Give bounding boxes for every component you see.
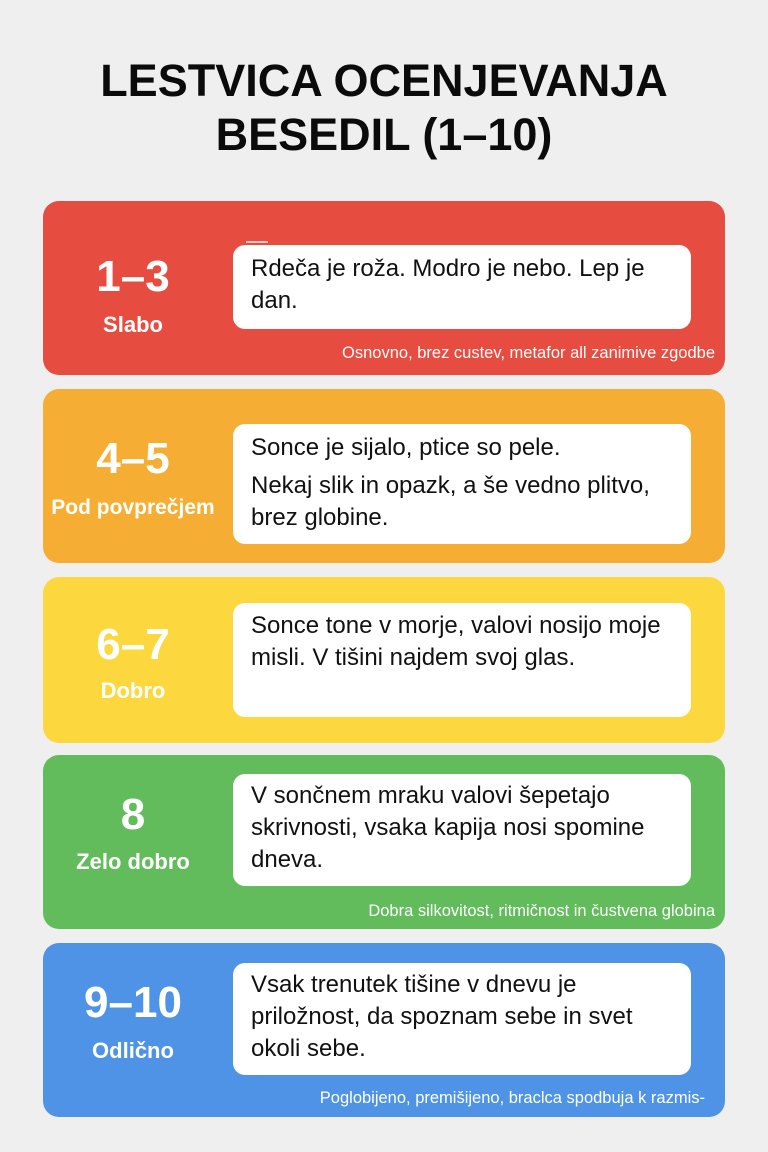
example-text: Sonce tone v morje, valovi nosijo moje misli. V tišini najdem svoj glas. bbox=[251, 612, 661, 671]
rating-note: Dobra silkovitost, ritmičnost in čustvena globina bbox=[368, 902, 715, 920]
example-text: Rdeča je roža. Modro je nebo. Lep je dan. bbox=[251, 255, 645, 314]
score-label: Slabo bbox=[103, 312, 163, 337]
example-text-box bbox=[233, 424, 691, 544]
example-text: Vsak trenutek tišine v dnevu je priložnost, da spoznam sebe in svet okoli sebe. bbox=[251, 971, 633, 1062]
score-range: 1–3 bbox=[96, 252, 170, 301]
rating-card-6-7 bbox=[43, 577, 725, 743]
example-text-line-2: Nekaj slik in opazk, a še vedno plitvo, brez globine. bbox=[251, 472, 650, 531]
score-label: Pod povprečjem bbox=[51, 496, 215, 519]
title-line-1: LESTVICA OCENJEVANJA bbox=[100, 55, 668, 106]
rating-note: Osnovno, brez custev, metafor all zanimive zgodbe bbox=[342, 344, 715, 362]
example-text-box bbox=[233, 245, 691, 329]
rating-card-8 bbox=[43, 755, 725, 929]
score-label: Odlično bbox=[92, 1038, 174, 1063]
rating-card-9-10 bbox=[43, 943, 725, 1117]
rating-card-4-5 bbox=[43, 389, 725, 563]
example-text: V sončnem mraku valovi šepetajo skrivnosti, vsaka kapija nosi spomine dneva. bbox=[251, 782, 645, 873]
example-text-box bbox=[233, 963, 691, 1075]
score-range: 9–10 bbox=[84, 978, 182, 1027]
score-label: Zelo dobro bbox=[76, 849, 190, 874]
example-text-box bbox=[233, 603, 691, 717]
page-title bbox=[0, 54, 768, 162]
score-range: 8 bbox=[120, 790, 146, 839]
score-range: 4–5 bbox=[96, 434, 170, 483]
title-line-2: BESEDIL (1–10) bbox=[215, 109, 553, 160]
example-text-line-1: Sonce je sijalo, ptice so pele. bbox=[251, 434, 561, 461]
rating-card-1-3 bbox=[43, 201, 725, 375]
score-label: Dobro bbox=[100, 678, 166, 703]
score-range: 6–7 bbox=[96, 620, 170, 669]
rating-note: Poglobijeno, premišijeno, braclca spodbuja k razmis- bbox=[319, 1089, 705, 1107]
example-text-box bbox=[233, 774, 691, 886]
decorative-dash bbox=[246, 241, 268, 243]
